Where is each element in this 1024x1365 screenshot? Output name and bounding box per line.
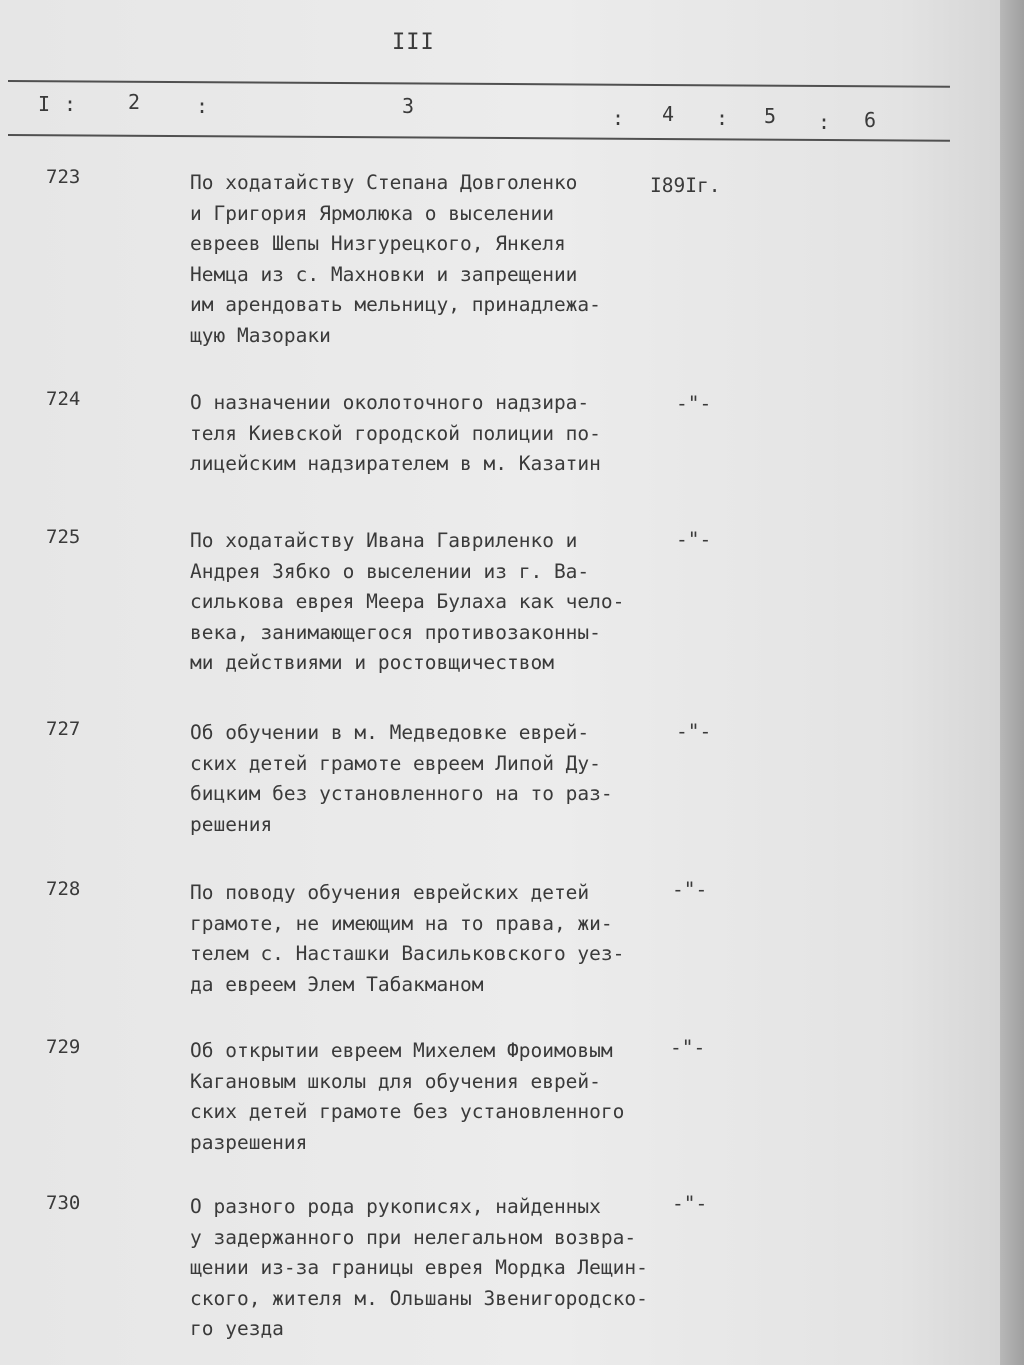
entry-number: 723	[46, 166, 81, 188]
entry-date: -"-	[676, 528, 712, 551]
column-header-1: I	[38, 92, 51, 116]
header-rule-top	[8, 80, 950, 88]
column-separator: :	[818, 110, 831, 134]
entry-date: -"-	[672, 878, 708, 901]
entry-description: О разного рода рукописях, найденных у задержанного при нелегальном возвра- щении из-за границы еврея Мордка Лещин- ского, жителя м. Ольшаны Звенигородско- го уезда	[190, 1195, 648, 1340]
column-header-5: 5	[764, 104, 777, 128]
column-header-2: 2	[128, 90, 141, 114]
entry-description: По поводу обучения еврейских детей грамоте, не имеющим на то права, жи- телем с. Насташки Васильковского уез- да евреем Элем Табакманом	[190, 881, 625, 996]
entry-description: Об обучении в м. Медведовке еврей- ских детей грамоте евреем Липой Ду- бицким без установленного на то раз- решения	[190, 721, 613, 836]
column-separator: :	[64, 92, 77, 116]
column-header-3: 3	[402, 94, 415, 118]
entry-number: 725	[46, 526, 81, 548]
entry-date: -"-	[676, 720, 712, 743]
entry-description: По ходатайству Ивана Гавриленко и Андрея Зябко о выселении из г. Ва- силькова еврея Меера Булаха как чело- века, занимающегося противозаконны- ми действиями и ростовщичеством	[190, 529, 625, 674]
entry-date: I89Iг.	[650, 174, 721, 197]
entry-number: 727	[46, 718, 81, 740]
page-number: III	[392, 30, 435, 55]
entry-date: -"-	[672, 1192, 708, 1215]
column-separator: :	[196, 94, 209, 118]
entry-number: 729	[46, 1036, 81, 1058]
entry-date: -"-	[670, 1036, 706, 1059]
entry-number: 730	[46, 1192, 81, 1214]
entry-description: Об открытии евреем Михелем Фроимовым Кагановым школы для обучения еврей- ских детей грамоте без установленного разрешения	[190, 1039, 625, 1154]
entry-date: -"-	[676, 392, 712, 415]
header-rule-bottom	[8, 134, 950, 142]
entry-description: По ходатайству Степана Довголенко и Григория Ярмолюка о выселении евреев Шепы Низгурецкого, Янкеля Немца из с. Махновки и запрещении им арендовать мельницу, принадлежа- щую Мазораки	[190, 171, 601, 347]
entry-description: О назначении околоточного надзира- теля Киевской городской полиции по- лицейским надзирателем в м. Казатин	[190, 391, 601, 475]
entry-number: 728	[46, 878, 81, 900]
column-separator: :	[716, 106, 729, 130]
column-separator: :	[612, 106, 625, 130]
column-header-6: 6	[864, 108, 877, 132]
page-edge-shadow	[1000, 0, 1024, 1365]
column-header-4: 4	[662, 102, 675, 126]
entry-number: 724	[46, 388, 81, 410]
